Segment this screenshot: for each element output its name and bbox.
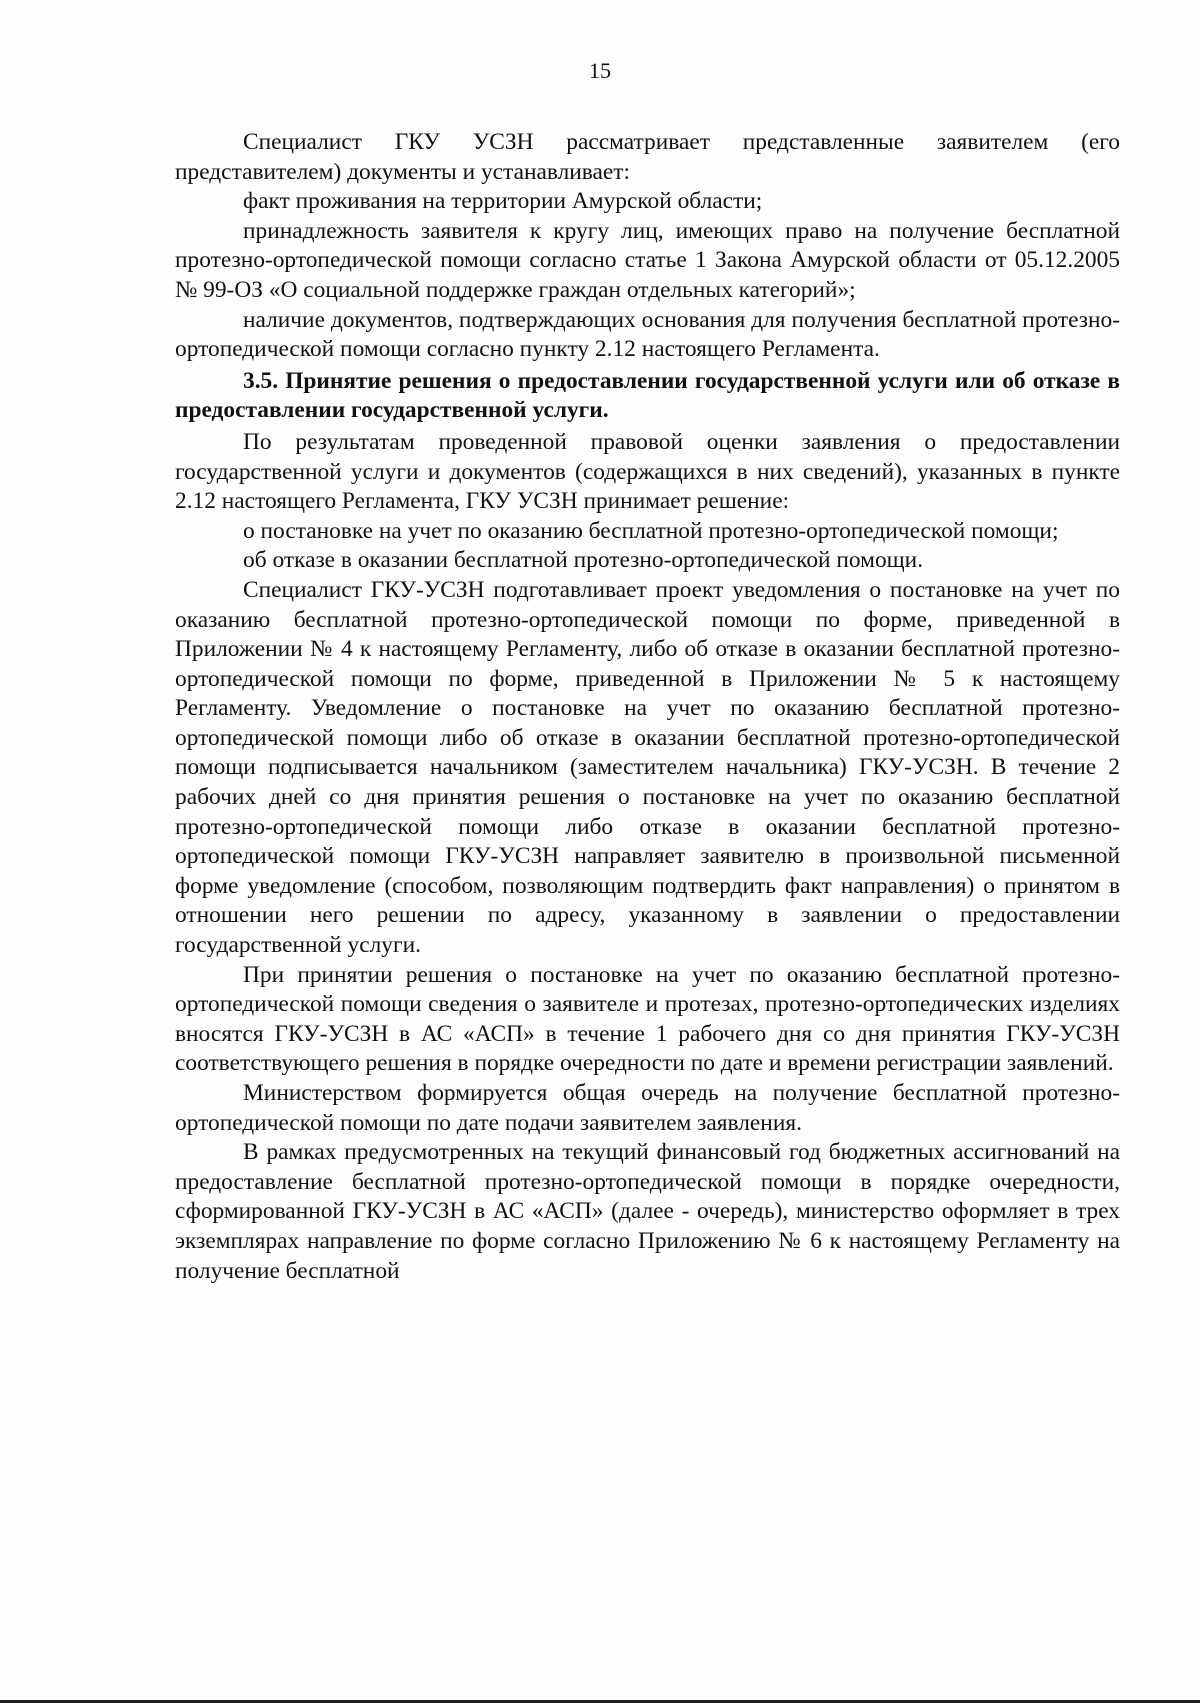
page-number: 15	[589, 58, 611, 83]
paragraph-assessment-results: По результатам проведенной правовой оценки заявления о предоставлении государственной услуги и документов (содержащихся в них сведений), указанных в пункте 2.12 настоящего Регламента, ГКУ УСЗН принимает решение:	[175, 428, 1120, 515]
section-heading-3-5: 3.5. Принятие решения о предоставлении государственной услуги или об отказе в предоставлении государственной услуги.	[175, 367, 1120, 424]
paragraph-eligibility: принадлежность заявителя к кругу лиц, имеющих право на получение бесплатной протезно-ортопедической помощи согласно статье 1 Закона Амурской области от 05.12.2005 № 99-ОЗ «О социальной поддержке граждан отдельных категорий»;	[175, 217, 1120, 303]
paragraph-general-queue: Министерством формируется общая очередь на получение бесплатной протезно-ортопедической помощи по дате подачи заявителем заявления.	[175, 1080, 1120, 1136]
paragraph-residence-fact: факт проживания на территории Амурской области;	[243, 188, 763, 215]
paragraph-notification: Специалист ГКУ-УСЗН подготавливает проект уведомления о постановке на учет по оказанию бесплатной протезно-ортопедической помощи по форме, приведенной в Приложении № 4 к настоящему Регламенту, либо об отказе в оказании бесплатной протезно-ортопедической помощи по форме, приведенной в Приложении № 5 к настоящему Регламенту. Уведомление о постановке на учет по оказанию бесплатной протезно-ортопедической помощи либо об отказе в оказании бесплатной протезно-ортопедической помощи подписывается начальником (заместителем начальника) ГКУ-УСЗН. В течение 2 рабочих дней со дня принятия решения о постановке на учет по оказанию бесплатной протезно-ортопедической помощи либо отказе в оказании бесплатной протезно-ортопедической помощи ГКУ-УСЗН направляет заявителю в произвольной письменной форме уведомление (способом, позволяющим подтвердить факт направления) о принятом в отношении него решении по адресу, указанному в заявлении о предоставлении государственной услуги.	[175, 576, 1120, 959]
paragraph-specialist-reviews: Специалист ГКУ УСЗН рассматривает представленные заявителем (его представителем) документы и устанавливает:	[175, 129, 1120, 185]
paragraph-decision-register: о постановке на учет по оказанию бесплатной протезно-ортопедической помощи;	[243, 517, 1059, 544]
document-body	[175, 128, 1120, 1286]
paragraph-asp-entry: При принятии решения о постановке на учет по оказанию бесплатной протезно-ортопедической помощи сведения о заявителе и протезах, протезно-ортопедических изделиях вносятся ГКУ-УСЗН в АС «АСП» в течение 1 рабочего дня со дня принятия ГКУ-УСЗН соответствующего решения в порядке очередности по дате и времени регистрации заявлений.	[175, 961, 1120, 1077]
paragraph-documents: наличие документов, подтверждающих основания для получения бесплатной протезно-ортопедической помощи согласно пункту 2.12 настоящего Регламента.	[175, 306, 1120, 363]
paragraph-decision-refuse: об отказе в оказании бесплатной протезно-ортопедической помощи.	[243, 547, 924, 574]
paragraph-budget-referral: В рамках предусмотренных на текущий финансовый год бюджетных ассигнований на предоставление бесплатной протезно-ортопедической помощи в порядке очередности, сформированной ГКУ-УСЗН в АС «АСП» (далее - очередь), министерство оформляет в трех экземплярах направление по форме согласно Приложению № 6 к настоящему Регламенту на получение бесплатной	[175, 1139, 1120, 1284]
